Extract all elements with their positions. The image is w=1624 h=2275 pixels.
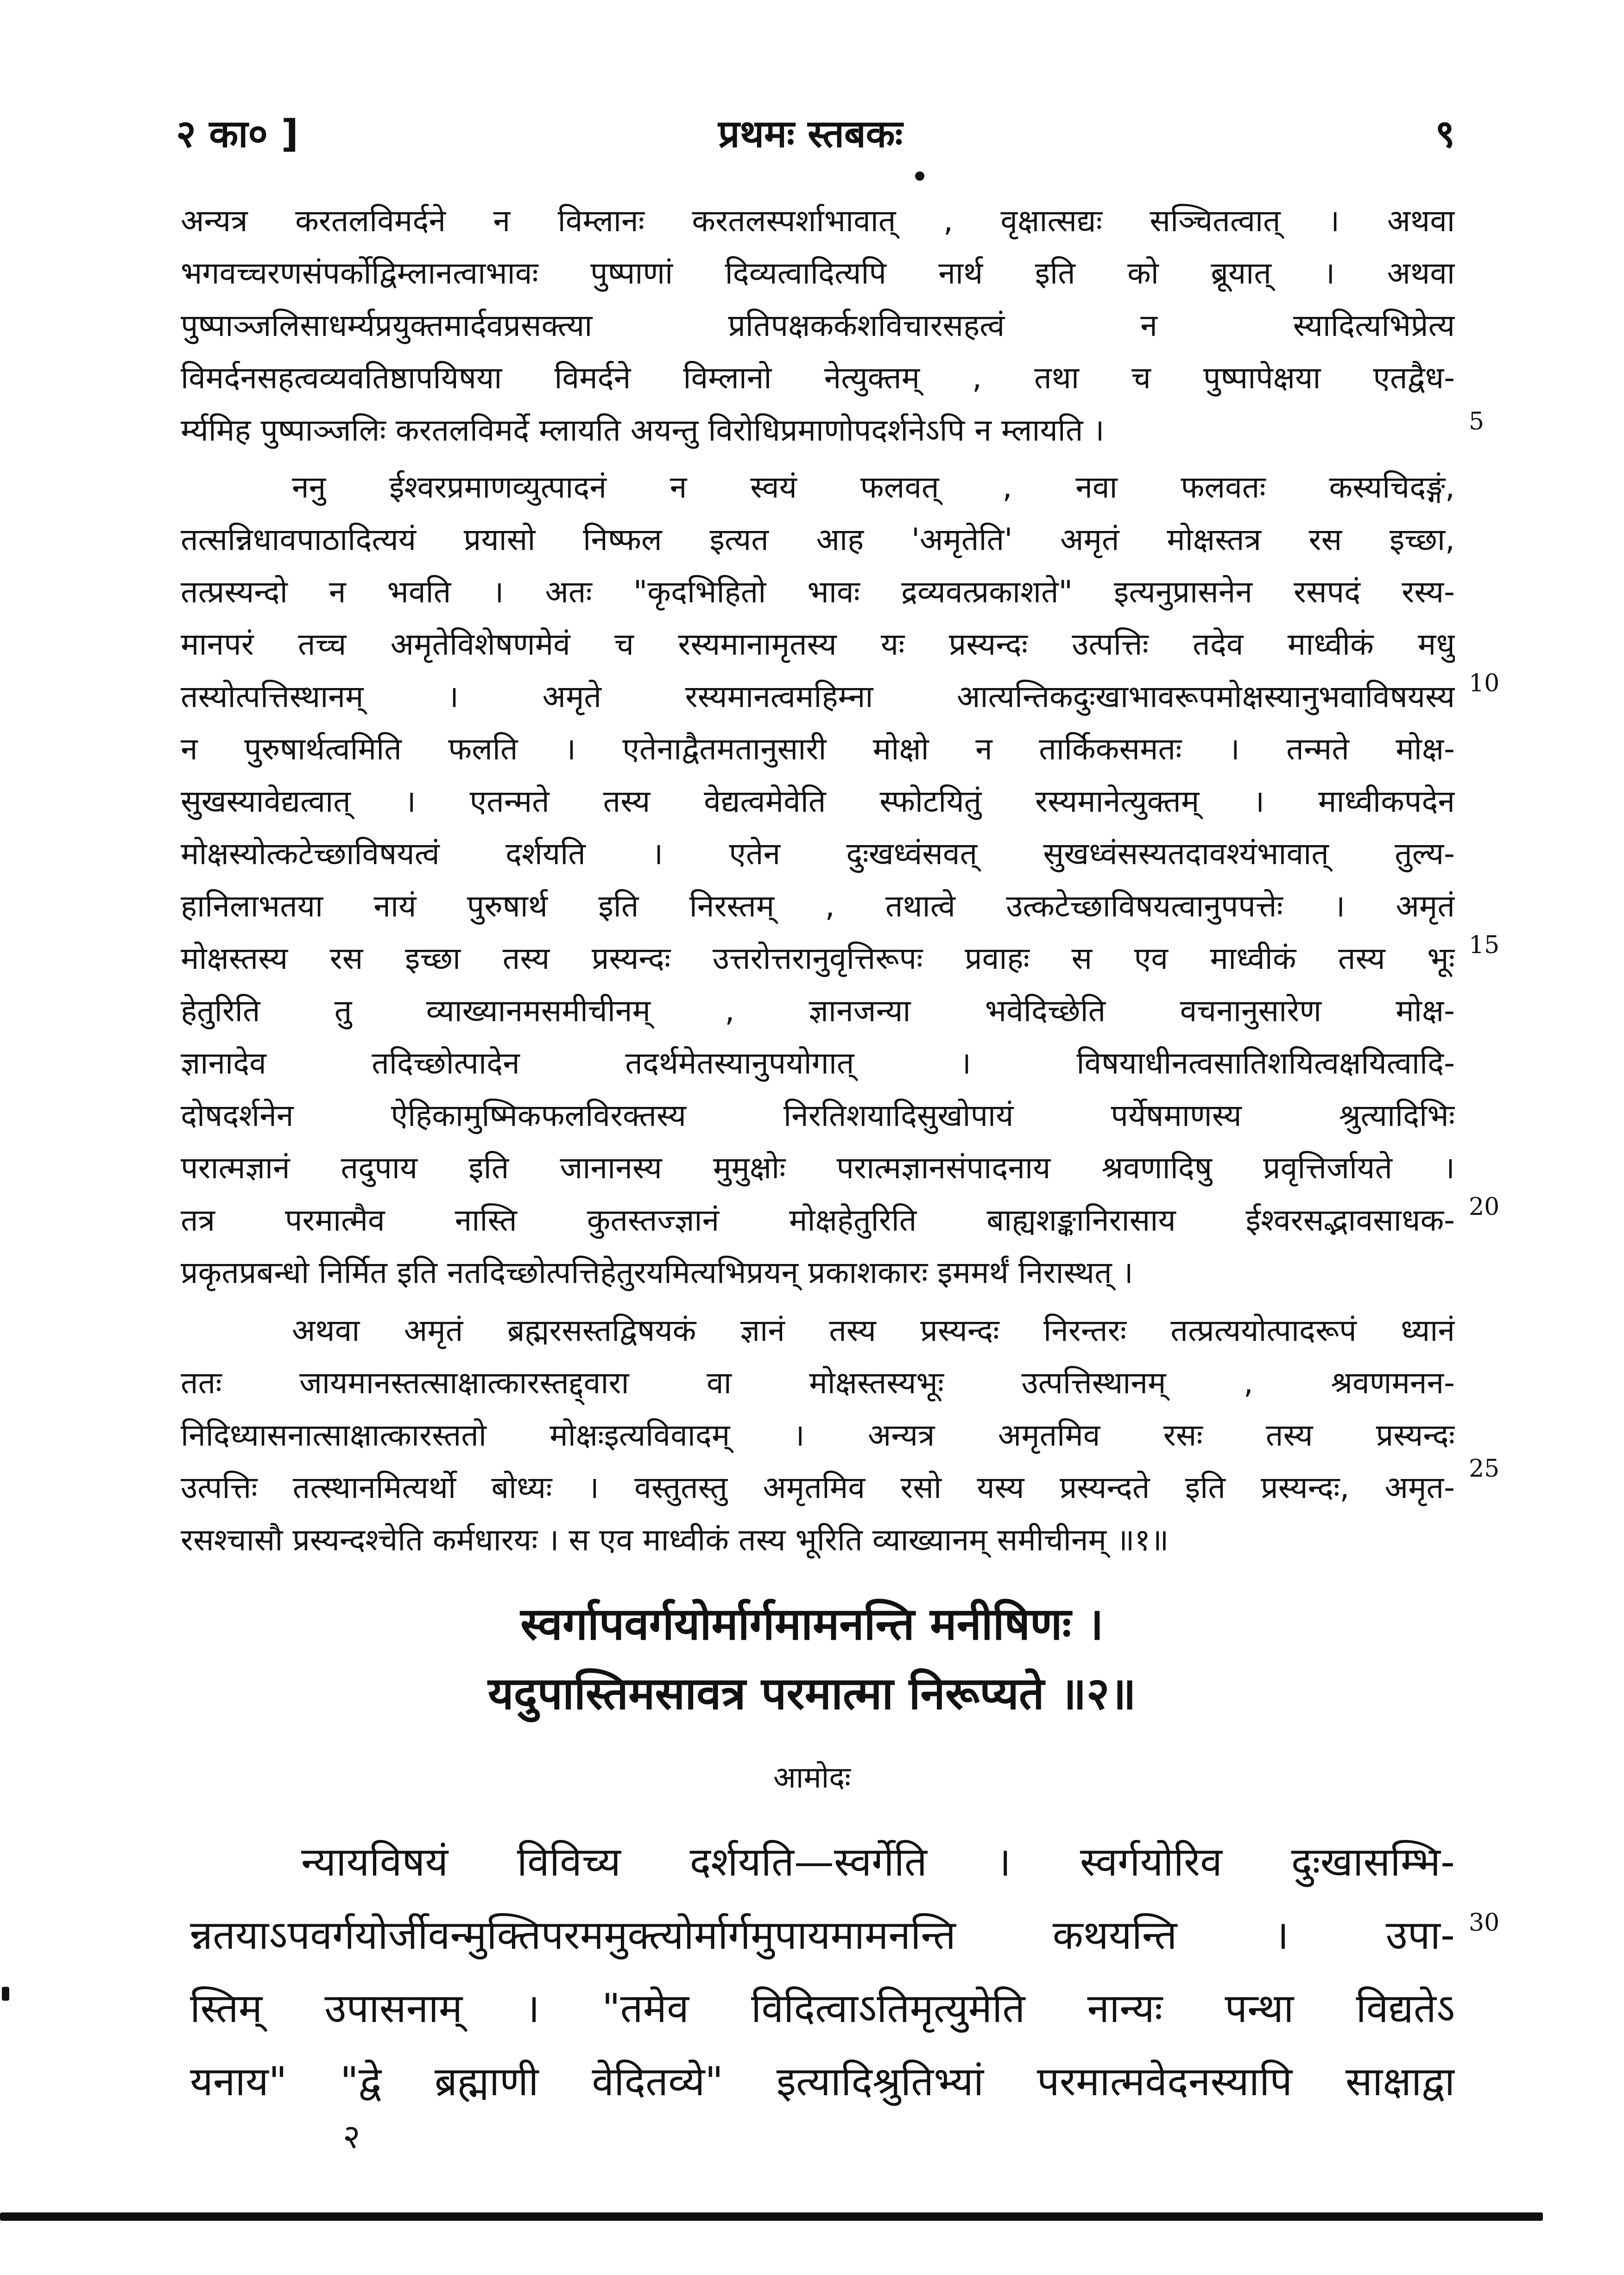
text-line: मोक्षस्योत्कटेच्छाविषयत्वं दर्शयति । एतेन दुःखध्वंसवत् सुखध्वंसस्यतदावश्यंभावात् तुल्य- — [181, 836, 1455, 872]
text-line: यनाय" "द्वे ब्रह्माणी वेदितव्ये" इत्यादिश्रुतिभ्यां परमात्मवेदनस्यापि साक्षाद्वा — [190, 2059, 1455, 2105]
text-line: अन्यत्र करतलविमर्दने न विम्लानः करतलस्पर्शाभावात् , वृक्षात्सद्यः सञ्चितत्वात् । अथवा — [181, 203, 1455, 239]
amoda-heading: आमोदः — [773, 1761, 851, 1795]
commentary-paragraph-2 — [181, 461, 1455, 1299]
text-line: मानपरं तच्च अमृतेविशेषणमेवं च रस्यमानामृतस्य यः प्रस्यन्दः उत्पत्तिः तदेव माध्वीकं मधु — [181, 626, 1455, 662]
text-line: अथवा अमृतं ब्रह्मरसस्तद्विषयकं ज्ञानं तस्य प्रस्यन्दः निरन्तरः तत्प्रत्ययोत्पादरूपं ध्यानं — [292, 1313, 1455, 1348]
text-line: तत्सन्निधावपाठादित्ययं प्रयासो निष्फल इत्यत आह 'अमृतेति' अमृतं मोक्षस्तत्र रस इच्छा, — [181, 522, 1455, 557]
text-line: न्यायविषयं विविच्य दर्शयति—स्वर्गेति । स्वर्गयोरिव दुःखासम्भि- — [301, 1839, 1455, 1885]
text-line: विमर्दनसहत्वव्यवतिष्ठापयिषया विमर्दने विम्लानो नेत्युक्तम् , तथा च पुष्पापेक्षया एतद्वैध- — [181, 360, 1455, 396]
line-number: 30 — [1469, 1909, 1500, 1937]
commentary-paragraph-3 — [181, 1304, 1455, 1566]
running-title: प्रथमः स्तबकः — [718, 112, 903, 156]
chapter-marker: २ का० ] — [176, 112, 299, 156]
margin-ink-mark — [2, 1987, 9, 2001]
text-line: र्म्यमिह पुष्पाञ्जलिः करतलविमर्दे म्लायति अयन्तु विरोधिप्रमाणोपदर्शनेऽपि न म्लायति । — [181, 412, 1105, 448]
text-line: तत्प्रस्यन्दो न भवति । अतः "कृदभिहितो भावः द्रव्यवत्प्रकाशते" इत्यनुप्रासनेन रसपदं रस्य- — [181, 574, 1455, 610]
verse-line: यदुपास्तिमसावत्र परमात्मा निरूप्यते ॥२॥ — [487, 1668, 1137, 1719]
text-line: पुष्पाञ्जलिसाधर्म्यप्रयुक्तमार्दवप्रसक्त्या प्रतिपक्षकर्कशविचारसहत्वं न स्यादित्यभिप्रेत्य — [181, 308, 1455, 343]
text-line: रसश्चासौ प्रस्यन्दश्चेति कर्मधारयः । स एव माध्वीकं तस्य भूरिति व्याख्यानम् समीचीनम् ॥१॥ — [181, 1522, 1169, 1558]
text-line: स्तिम् उपासनाम् । "तमेव विदित्वाऽतिमृत्युमेति नान्यः पन्था विद्यतेऽ — [190, 1985, 1455, 2032]
text-line: निदिध्यासनात्साक्षात्कारस्ततो मोक्षःइत्यविवादम् । अन्यत्र अमृतमिव रसः तस्य प्रस्यन्दः — [181, 1417, 1455, 1453]
line-number: 20 — [1469, 1193, 1500, 1221]
text-line: उत्पत्तिः तत्स्थानमित्यर्थो बोध्यः । वस्तुतस्तु अमृतमिव रसो यस्य प्रस्यन्दते इति प्रस्यन्दः, अमृत- — [181, 1470, 1455, 1505]
text-line: प्रकृतप्रबन्धो निर्मित इति नतदिच्छोत्पत्तिहेतुरयमित्यभिप्रयन् प्रकाशकारः इममर्थं निरास्थत् । — [181, 1255, 1133, 1290]
line-number: 25 — [1469, 1455, 1500, 1483]
amoda-commentary — [190, 1826, 1455, 2118]
verse-line: स्वर्गापवर्गयोर्मार्गमामनन्ति मनीषिणः । — [520, 1598, 1104, 1650]
text-line: न पुरुषार्थत्वमिति फलति । एतेनाद्वैतमतानुसारी मोक्षो न तार्किकसमतः । तन्मते मोक्ष- — [181, 731, 1455, 767]
text-line: न्नतयाऽपवर्गयोर्जीवन्मुक्तिपरममुक्त्योर्मार्गमुपायमामनन्ति कथयन्ति । उपा- — [190, 1912, 1455, 1959]
text-line: तस्योत्पत्तिस्थानम् । अमृते रस्यमानत्वमहिम्ना आत्यन्तिकदुःखाभावरूपमोक्षस्यानुभवाविषयस्य — [181, 679, 1455, 714]
text-line: तत्र परमात्मैव नास्ति कुतस्तज्ज्ञानं मोक्षहेतुरिति बाह्यशङ्कानिरासाय ईश्वरसद्भावसाधक- — [181, 1202, 1455, 1238]
line-number: 10 — [1469, 670, 1500, 697]
text-line: भगवच्चरणसंपर्कोद्विम्लानत्वाभावः पुष्पाणां दिव्यत्वादित्यपि नार्थ इति को ब्रूयात् । अथवा — [181, 255, 1455, 291]
text-line: हानिलाभतया नायं पुरुषार्थ इति निरस्तम् , तथात्वे उत्कटेच्छाविषयत्वानुपपत्तेः । अमृतं — [181, 888, 1455, 924]
text-line: ततः जायमानस्तत्साक्षात्कारस्तद्द्वारा वा मोक्षस्तस्यभूः उत्पत्तिस्थानम् , श्रवणमनन- — [181, 1365, 1455, 1401]
ink-dot — [915, 171, 924, 181]
bottom-rule — [0, 2212, 1543, 2221]
text-line: मोक्षस्तस्य रस इच्छा तस्य प्रस्यन्दः उत्तरोत्तरानुवृत्तिरूपः प्रवाहः स एव माध्वीकं तस्य भूः — [181, 941, 1455, 976]
line-number: 15 — [1469, 931, 1500, 959]
text-line: सुखस्यावेद्यत्वात् । एतन्मते तस्य वेद्यत्वमेवेति स्फोटयितुं रस्यमानेत्युक्तम् । माध्वीकपदेन — [181, 784, 1455, 819]
text-line: हेतुरिति तु व्याख्यानमसमीचीनम् , ज्ञानजन्या भवेदिच्छेति वचनानुसारेण मोक्ष- — [181, 993, 1455, 1029]
verse-block — [0, 1589, 1624, 1728]
text-line: दोषदर्शनेन ऐहिकामुष्मिकफलविरक्तस्य निरतिशयादिसुखोपायं पर्येषमाणस्य श्रुत्यादिभिः — [181, 1098, 1455, 1133]
page-header — [176, 107, 1455, 162]
text-line: ननु ईश्वरप्रमाणव्युत्पादनं न स्वयं फलवत् , नवा फलवतः कस्यचिदङ्गं, — [292, 469, 1455, 505]
text-line: परात्मज्ञानं तदुपाय इति जानानस्य मुमुक्षोः परात्मज्ञानसंपादनाय श्रवणादिषु प्रवृत्तिर्जायते । — [181, 1150, 1455, 1186]
page-number: ९ — [1435, 112, 1455, 156]
signature-mark: २ — [343, 2117, 360, 2156]
commentary-paragraph-1 — [181, 195, 1455, 456]
text-line: ज्ञानादेव तदिच्छोत्पादेन तदर्थमेतस्यानुपयोगात् । विषयाधीनत्वसातिशयित्वक्षयित्वादि- — [181, 1045, 1455, 1081]
line-number: 5 — [1469, 408, 1485, 436]
